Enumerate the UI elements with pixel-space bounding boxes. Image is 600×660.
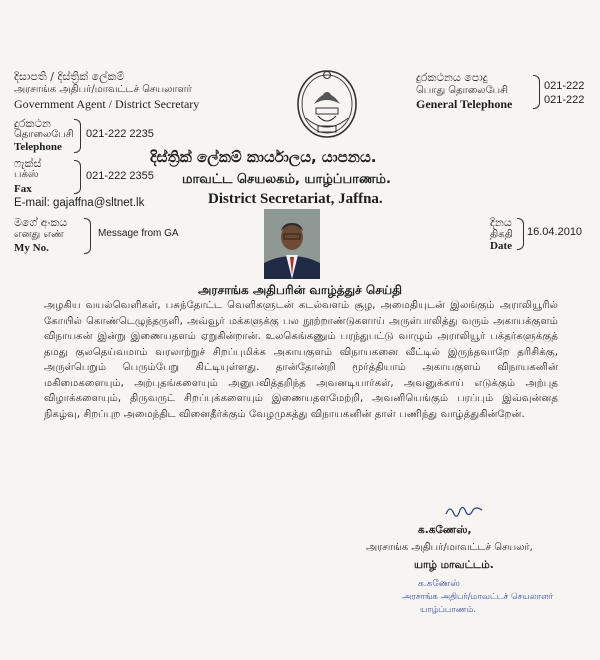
message-body xyxy=(44,298,558,422)
general-telephone-label-sinhala: දුරකථනය පොදු xyxy=(416,71,488,84)
portrait-photo xyxy=(264,209,320,279)
general-telephone-label-tamil: பொது தொலைபேசி xyxy=(416,85,508,96)
message-paragraph: அழகிய வயல்வெளிகள், பசுந்தோட்ட வெளிகளுடன் கடல்வளம் சூழ, அமைதியுடன் இலங்கும் அராலியூரில் கோயில் கொண்டெழுந்தருளி, அவ்வூர் மக்களுக்கு பல நூற்றாண்டுகளாய் அருள்பாலித்து வரும் அகாயக்குளம் விநாயகன் இன்று இணையதளம் ஏறுகின்றான். உலகெங்கணும் பரந்துபட்டு வாழும் அராலியூர் பக்தர்களுக்குத் தமது குலதெய்வமாம் வரலாற்றுச் சிறப்புமிக்க அகாயகுளம் விநாயகனை வீட்டில் இருந்தவாறே தரிசிக்கு, அருள்பெறும் பெரும்பேறு கிட்டியுள்ளது. தான்தோன்றி மூர்த்தியாம் அகாயகுளம் விநாயகனின் மகிமைகளையும், அற்புதங்களையும் அனுபவித்தறிந்த அவனடியார்கள், அவனுக்காய் எடுக்கும் அற்புத விழாக்களையும், திருவருட் சிறப்புக்களையும் இணையதளமேற்றி, அவனியெங்கும் பரப்பும் இவ்வுன்னத நிகழ்வு, சிறப்புற அமைந்திட வினைதீர்க்கும் வேழமுகத்து விநாயகனின் தாள் பணிந்து வாழ்த்துகின்றேன். xyxy=(44,300,558,420)
sri-lanka-emblem-icon xyxy=(294,66,360,140)
date-label-tamil: திகதி xyxy=(490,229,513,240)
my-no-label-sinhala: මගේ අංකය xyxy=(14,216,68,229)
date-brace xyxy=(517,218,524,250)
fax-label-tamil: பக்ஸ் xyxy=(14,169,39,180)
general-telephone-label-english: General Telephone xyxy=(416,97,513,111)
general-telephone-brace xyxy=(533,75,540,109)
my-no-label-english: My No. xyxy=(14,242,49,254)
my-no-brace xyxy=(84,218,91,254)
signature-place: யாழ் மாவட்டம். xyxy=(414,559,494,571)
signature-title: அரசாங்க அதிபர்/மாவட்டச் செயலர், xyxy=(366,542,533,553)
general-telephone-value-1: 021-222 xyxy=(544,80,585,92)
designation-english: Government Agent / District Secretary xyxy=(14,97,200,111)
telephone-label-tamil: தொலைபேசி xyxy=(14,129,74,140)
date-label-sinhala: දිනය xyxy=(490,216,512,229)
general-telephone-value-2: 021-222 xyxy=(544,94,585,106)
email-address: E-mail: gajaffna@sltnet.lk xyxy=(14,197,145,209)
fax-brace xyxy=(74,160,81,194)
telephone-brace xyxy=(74,119,81,153)
designation-tamil: அரசாங்க அதிபர்/மாவட்டச் செயலாளர் xyxy=(14,84,192,95)
telephone-label-english: Telephone xyxy=(14,141,62,153)
fax-label-sinhala: ෆැක්ස් xyxy=(14,157,42,170)
telephone-value: 021-222 2235 xyxy=(86,128,154,140)
my-no-label-tamil: எனது எண் xyxy=(14,229,64,240)
stamp-line-1: க.கணேஸ் xyxy=(418,579,460,589)
stamp-line-3: யாழ்ப்பாணம். xyxy=(420,605,477,615)
office-name-english: District Secretariat, Jaffna. xyxy=(208,191,383,207)
message-title: அரசாங்க அதிபரின் வாழ்த்துச் செய்தி xyxy=(198,283,402,297)
handwritten-signature xyxy=(444,500,484,522)
office-name-sinhala: දිස්ත්‍රික් ලේකම් කාර්යාලය, යාපනය. xyxy=(150,148,377,166)
fax-value: 021-222 2355 xyxy=(86,170,154,182)
signature-name: க.கணேஸ், xyxy=(418,524,472,536)
designation-sinhala: දිසාපති / දිස්ත්‍රික් ලේකම් xyxy=(14,70,125,83)
date-label-english: Date xyxy=(490,240,512,252)
office-name-tamil: மாவட்ட செயலகம், யாழ்ப்பாணம். xyxy=(182,172,391,187)
date-value: 16.04.2010 xyxy=(527,226,583,238)
fax-label-english: Fax xyxy=(14,183,32,195)
stamp-line-2: அரசாங்க அதிபர்/மாவட்டச் செயலாளர் xyxy=(402,592,554,602)
my-no-value: Message from GA xyxy=(98,228,179,239)
telephone-label-sinhala: දුරකථන xyxy=(14,117,51,130)
